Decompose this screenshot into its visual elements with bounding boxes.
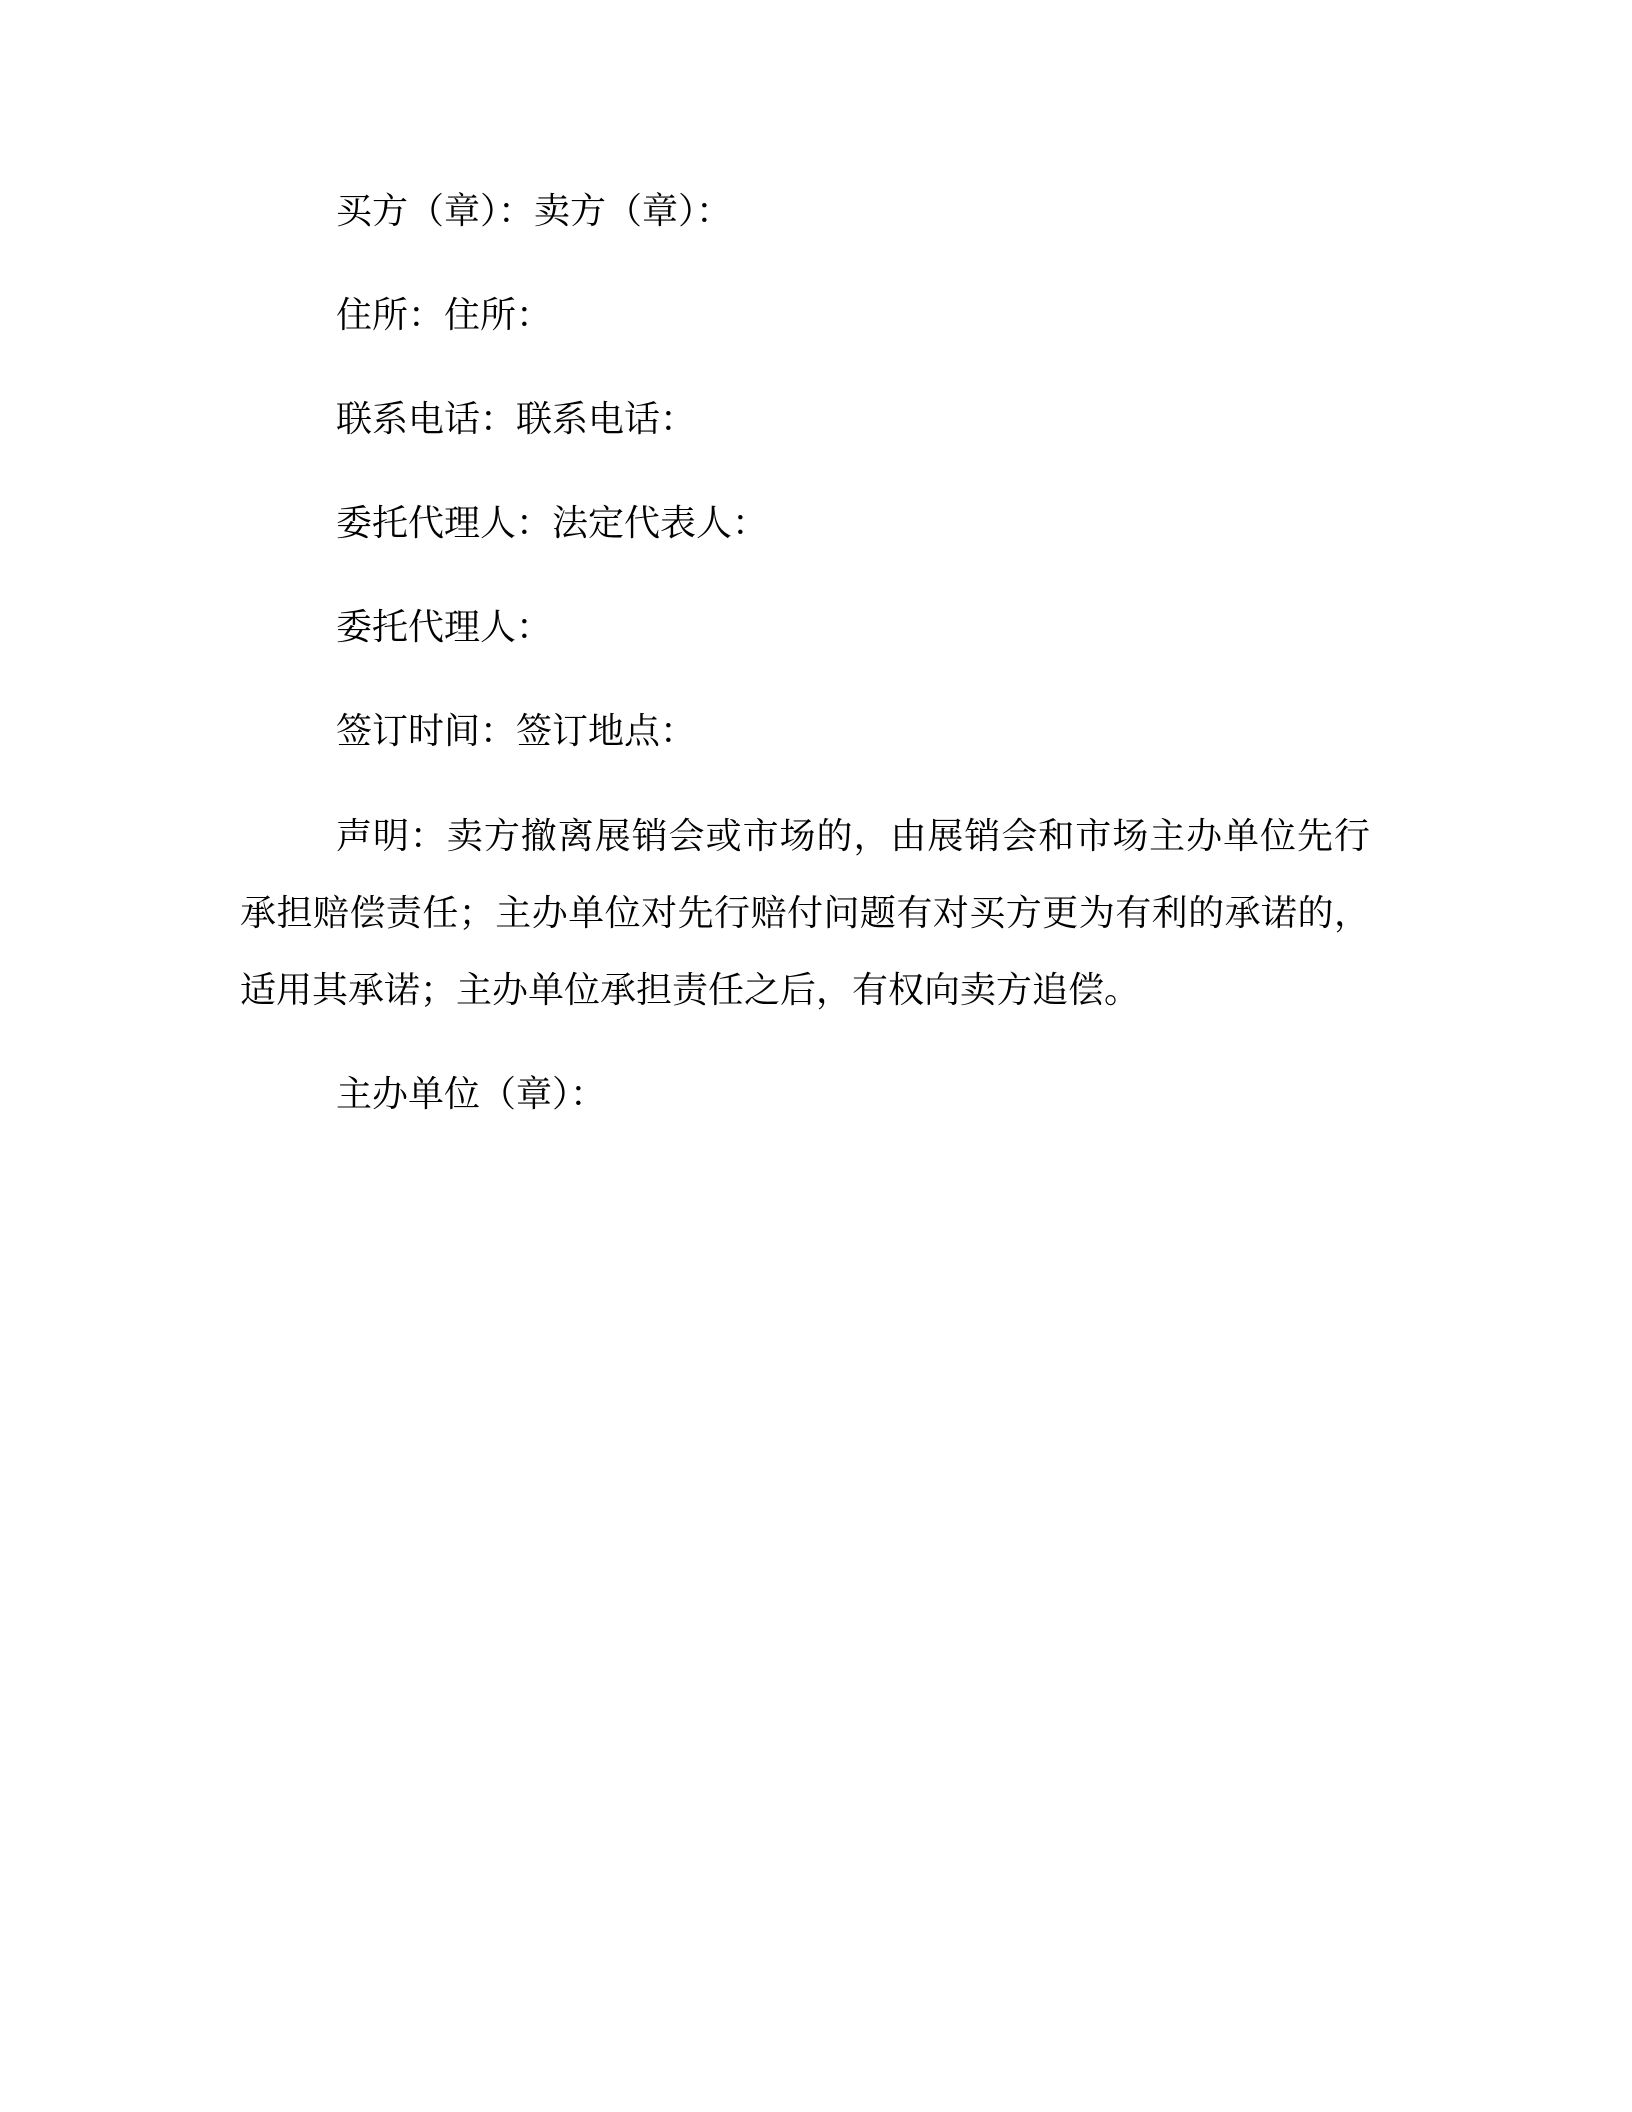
declaration-paragraph: 声明：卖方撤离展销会或市场的，由展销会和市场主办单位先行承担赔偿责任；主办单位对先行赔付问题有对买方更为有利的承诺的，适用其承诺；主办单位承担责任之后，有权向卖方追偿。 bbox=[240, 816, 1370, 1011]
phone-line: 联系电话：联系电话： bbox=[336, 399, 697, 440]
buyer-seller-seal-line: 买方（章）：卖方（章）： bbox=[336, 191, 733, 232]
agent-representative-line: 委托代理人：法定代表人： bbox=[336, 503, 769, 544]
organizer-seal-line: 主办单位（章）： bbox=[336, 1074, 607, 1115]
address-line: 住所：住所： bbox=[336, 295, 553, 336]
contract-signature-block bbox=[240, 188, 1370, 1119]
agent-line: 委托代理人： bbox=[336, 607, 553, 648]
signing-time-place-line: 签订时间：签订地点： bbox=[336, 711, 697, 752]
